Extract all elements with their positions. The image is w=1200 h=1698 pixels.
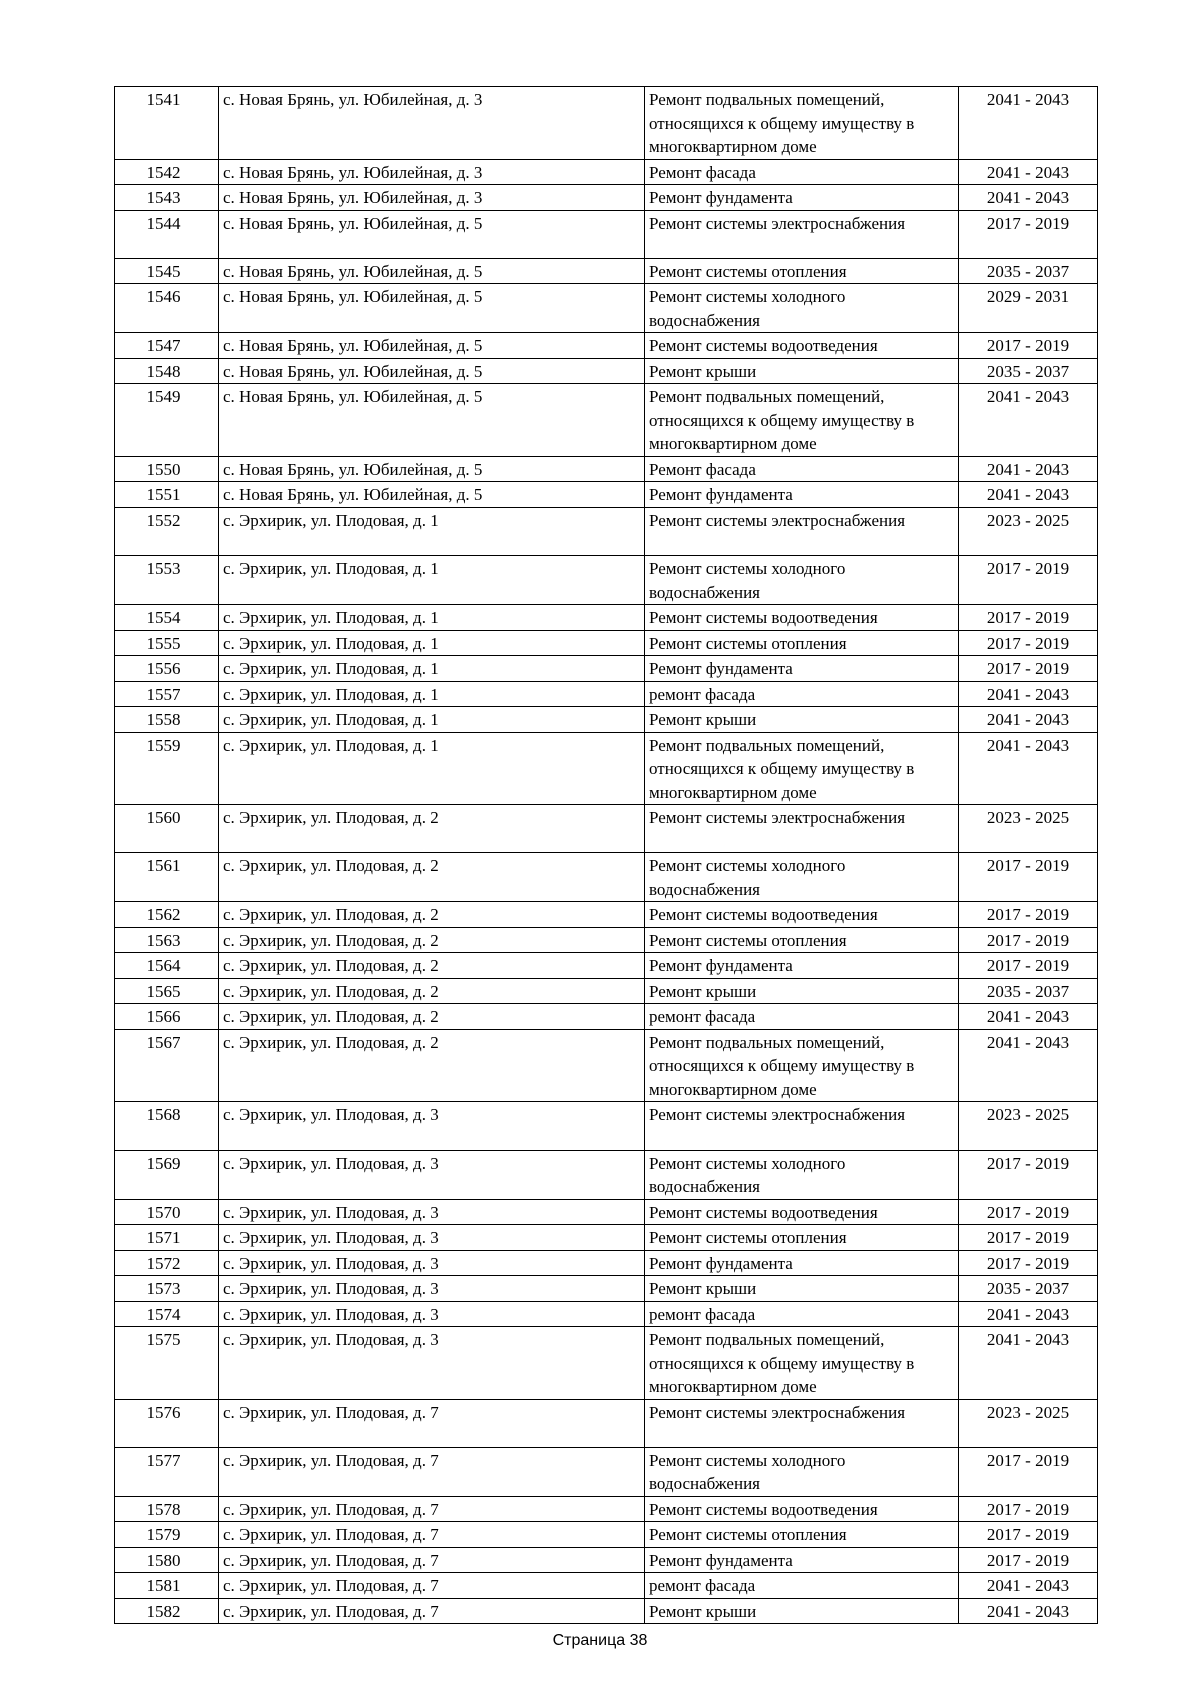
table-row (115, 159, 1098, 185)
table-row (115, 707, 1098, 733)
address-cell: с. Эрхирик, ул. Плодовая, д. 3 (219, 1250, 645, 1276)
period-cell: 2041 - 2043 (959, 707, 1098, 733)
period-cell: 2017 - 2019 (959, 333, 1098, 359)
row-number-cell: 1550 (115, 456, 219, 482)
table-row (115, 1598, 1098, 1624)
work-type-cell: Ремонт фундамента (645, 482, 959, 508)
table-row (115, 732, 1098, 805)
address-cell: с. Эрхирик, ул. Плодовая, д. 7 (219, 1598, 645, 1624)
table-row (115, 1199, 1098, 1225)
table-row (115, 630, 1098, 656)
work-type-cell: Ремонт системы водоотведения (645, 605, 959, 631)
address-cell: с. Эрхирик, ул. Плодовая, д. 2 (219, 978, 645, 1004)
address-cell: с. Новая Брянь, ул. Юбилейная, д. 5 (219, 210, 645, 258)
period-cell: 2023 - 2025 (959, 1102, 1098, 1150)
work-type-cell: Ремонт подвальных помещений, относящихся к общему имуществу в многоквартирном доме (645, 384, 959, 457)
row-number-cell: 1567 (115, 1029, 219, 1102)
address-cell: с. Эрхирик, ул. Плодовая, д. 1 (219, 605, 645, 631)
table-row (115, 1447, 1098, 1496)
table-row (115, 456, 1098, 482)
row-number-cell: 1553 (115, 556, 219, 605)
table-row (115, 1225, 1098, 1251)
row-number-cell: 1572 (115, 1250, 219, 1276)
period-cell: 2041 - 2043 (959, 456, 1098, 482)
work-type-cell: Ремонт подвальных помещений, относящихся к общему имуществу в многоквартирном доме (645, 1029, 959, 1102)
row-number-cell: 1563 (115, 927, 219, 953)
address-cell: с. Эрхирик, ул. Плодовая, д. 7 (219, 1399, 645, 1447)
address-cell: с. Эрхирик, ул. Плодовая, д. 3 (219, 1199, 645, 1225)
period-cell: 2041 - 2043 (959, 732, 1098, 805)
table-row (115, 507, 1098, 555)
row-number-cell: 1543 (115, 185, 219, 211)
address-cell: с. Эрхирик, ул. Плодовая, д. 3 (219, 1301, 645, 1327)
table-row (115, 1276, 1098, 1302)
address-cell: с. Эрхирик, ул. Плодовая, д. 2 (219, 927, 645, 953)
table-row (115, 656, 1098, 682)
address-cell: с. Эрхирик, ул. Плодовая, д. 7 (219, 1573, 645, 1599)
table-row (115, 384, 1098, 457)
period-cell: 2017 - 2019 (959, 1225, 1098, 1251)
address-cell: с. Эрхирик, ул. Плодовая, д. 7 (219, 1522, 645, 1548)
row-number-cell: 1546 (115, 284, 219, 333)
table-row (115, 1250, 1098, 1276)
work-type-cell: Ремонт крыши (645, 978, 959, 1004)
row-number-cell: 1541 (115, 87, 219, 160)
period-cell: 2035 - 2037 (959, 358, 1098, 384)
period-cell: 2017 - 2019 (959, 1447, 1098, 1496)
table-row (115, 1301, 1098, 1327)
row-number-cell: 1545 (115, 258, 219, 284)
page-number-footer: Страница 38 (552, 1632, 648, 1649)
row-number-cell: 1581 (115, 1573, 219, 1599)
row-number-cell: 1551 (115, 482, 219, 508)
address-cell: с. Новая Брянь, ул. Юбилейная, д. 5 (219, 284, 645, 333)
work-type-cell: Ремонт системы водоотведения (645, 1496, 959, 1522)
row-number-cell: 1565 (115, 978, 219, 1004)
period-cell: 2035 - 2037 (959, 978, 1098, 1004)
work-type-cell: Ремонт системы отопления (645, 258, 959, 284)
period-cell: 2041 - 2043 (959, 1598, 1098, 1624)
address-cell: с. Эрхирик, ул. Плодовая, д. 3 (219, 1225, 645, 1251)
table-row (115, 87, 1098, 160)
address-cell: с. Эрхирик, ул. Плодовая, д. 7 (219, 1496, 645, 1522)
period-cell: 2041 - 2043 (959, 1301, 1098, 1327)
period-cell: 2041 - 2043 (959, 1004, 1098, 1030)
period-cell: 2017 - 2019 (959, 210, 1098, 258)
table-row (115, 258, 1098, 284)
period-cell: 2017 - 2019 (959, 630, 1098, 656)
row-number-cell: 1580 (115, 1547, 219, 1573)
period-cell: 2041 - 2043 (959, 1573, 1098, 1599)
period-cell: 2017 - 2019 (959, 656, 1098, 682)
period-cell: 2017 - 2019 (959, 902, 1098, 928)
work-type-cell: Ремонт фундамента (645, 656, 959, 682)
address-cell: с. Новая Брянь, ул. Юбилейная, д. 3 (219, 185, 645, 211)
table-row (115, 953, 1098, 979)
row-number-cell: 1559 (115, 732, 219, 805)
row-number-cell: 1558 (115, 707, 219, 733)
period-cell: 2041 - 2043 (959, 159, 1098, 185)
period-cell: 2029 - 2031 (959, 284, 1098, 333)
work-type-cell: Ремонт фундамента (645, 953, 959, 979)
address-cell: с. Эрхирик, ул. Плодовая, д. 3 (219, 1327, 645, 1400)
table-row (115, 1496, 1098, 1522)
address-cell: с. Эрхирик, ул. Плодовая, д. 1 (219, 556, 645, 605)
period-cell: 2017 - 2019 (959, 927, 1098, 953)
period-cell: 2041 - 2043 (959, 185, 1098, 211)
work-type-cell: Ремонт системы электроснабжения (645, 1399, 959, 1447)
table-row (115, 482, 1098, 508)
period-cell: 2017 - 2019 (959, 1496, 1098, 1522)
table-row (115, 1029, 1098, 1102)
row-number-cell: 1542 (115, 159, 219, 185)
address-cell: с. Эрхирик, ул. Плодовая, д. 3 (219, 1276, 645, 1302)
row-number-cell: 1564 (115, 953, 219, 979)
work-type-cell: Ремонт системы холодного водоснабжения (645, 1447, 959, 1496)
work-type-cell: Ремонт системы отопления (645, 927, 959, 953)
row-number-cell: 1569 (115, 1150, 219, 1199)
table-row (115, 681, 1098, 707)
row-number-cell: 1554 (115, 605, 219, 631)
period-cell: 2017 - 2019 (959, 556, 1098, 605)
row-number-cell: 1561 (115, 853, 219, 902)
row-number-cell: 1556 (115, 656, 219, 682)
address-cell: с. Новая Брянь, ул. Юбилейная, д. 5 (219, 456, 645, 482)
address-cell: с. Новая Брянь, ул. Юбилейная, д. 5 (219, 258, 645, 284)
period-cell: 2041 - 2043 (959, 1029, 1098, 1102)
row-number-cell: 1576 (115, 1399, 219, 1447)
table-row (115, 1102, 1098, 1150)
row-number-cell: 1579 (115, 1522, 219, 1548)
row-number-cell: 1544 (115, 210, 219, 258)
row-number-cell: 1574 (115, 1301, 219, 1327)
work-type-cell: Ремонт крыши (645, 1276, 959, 1302)
period-cell: 2017 - 2019 (959, 1522, 1098, 1548)
work-type-cell: Ремонт системы холодного водоснабжения (645, 853, 959, 902)
table-row (115, 902, 1098, 928)
work-type-cell: Ремонт фундамента (645, 1547, 959, 1573)
period-cell: 2017 - 2019 (959, 853, 1098, 902)
period-cell: 2041 - 2043 (959, 681, 1098, 707)
work-type-cell: Ремонт системы электроснабжения (645, 1102, 959, 1150)
work-type-cell: Ремонт подвальных помещений, относящихся к общему имуществу в многоквартирном доме (645, 87, 959, 160)
row-number-cell: 1575 (115, 1327, 219, 1400)
work-type-cell: Ремонт системы отопления (645, 630, 959, 656)
period-cell: 2017 - 2019 (959, 953, 1098, 979)
address-cell: с. Новая Брянь, ул. Юбилейная, д. 5 (219, 333, 645, 359)
work-type-cell: Ремонт системы холодного водоснабжения (645, 1150, 959, 1199)
work-type-cell: Ремонт подвальных помещений, относящихся к общему имуществу в многоквартирном доме (645, 1327, 959, 1400)
table-row (115, 1327, 1098, 1400)
table-row (115, 1004, 1098, 1030)
period-cell: 2035 - 2037 (959, 1276, 1098, 1302)
work-type-cell: Ремонт системы электроснабжения (645, 805, 959, 853)
address-cell: с. Эрхирик, ул. Плодовая, д. 2 (219, 902, 645, 928)
address-cell: с. Эрхирик, ул. Плодовая, д. 1 (219, 656, 645, 682)
address-cell: с. Эрхирик, ул. Плодовая, д. 1 (219, 630, 645, 656)
address-cell: с. Эрхирик, ул. Плодовая, д. 2 (219, 853, 645, 902)
work-type-cell: Ремонт крыши (645, 707, 959, 733)
work-type-cell: ремонт фасада (645, 1004, 959, 1030)
work-type-cell: Ремонт системы холодного водоснабжения (645, 284, 959, 333)
address-cell: с. Эрхирик, ул. Плодовая, д. 2 (219, 953, 645, 979)
work-type-cell: Ремонт крыши (645, 358, 959, 384)
period-cell: 2041 - 2043 (959, 1327, 1098, 1400)
work-type-cell: Ремонт системы водоотведения (645, 902, 959, 928)
table-row (115, 1399, 1098, 1447)
address-cell: с. Эрхирик, ул. Плодовая, д. 2 (219, 1029, 645, 1102)
address-cell: с. Эрхирик, ул. Плодовая, д. 3 (219, 1102, 645, 1150)
work-type-cell: Ремонт системы отопления (645, 1225, 959, 1251)
period-cell: 2041 - 2043 (959, 87, 1098, 160)
table-row (115, 556, 1098, 605)
address-cell: с. Эрхирик, ул. Плодовая, д. 2 (219, 805, 645, 853)
address-cell: с. Новая Брянь, ул. Юбилейная, д. 5 (219, 384, 645, 457)
address-cell: с. Эрхирик, ул. Плодовая, д. 7 (219, 1447, 645, 1496)
address-cell: с. Новая Брянь, ул. Юбилейная, д. 3 (219, 87, 645, 160)
row-number-cell: 1573 (115, 1276, 219, 1302)
period-cell: 2017 - 2019 (959, 1547, 1098, 1573)
row-number-cell: 1547 (115, 333, 219, 359)
work-type-cell: Ремонт крыши (645, 1598, 959, 1624)
work-type-cell: Ремонт системы водоотведения (645, 1199, 959, 1225)
address-cell: с. Эрхирик, ул. Плодовая, д. 1 (219, 681, 645, 707)
table-row (115, 358, 1098, 384)
row-number-cell: 1555 (115, 630, 219, 656)
row-number-cell: 1570 (115, 1199, 219, 1225)
period-cell: 2035 - 2037 (959, 258, 1098, 284)
table-row (115, 1522, 1098, 1548)
row-number-cell: 1552 (115, 507, 219, 555)
work-type-cell: Ремонт системы электроснабжения (645, 507, 959, 555)
table-row (115, 1547, 1098, 1573)
row-number-cell: 1557 (115, 681, 219, 707)
work-type-cell: Ремонт системы электроснабжения (645, 210, 959, 258)
work-type-cell: ремонт фасада (645, 1573, 959, 1599)
table-body (115, 87, 1098, 1624)
work-type-cell: Ремонт фасада (645, 159, 959, 185)
work-type-cell: Ремонт фасада (645, 456, 959, 482)
address-cell: с. Эрхирик, ул. Плодовая, д. 1 (219, 707, 645, 733)
work-type-cell: Ремонт системы холодного водоснабжения (645, 556, 959, 605)
address-cell: с. Эрхирик, ул. Плодовая, д. 1 (219, 507, 645, 555)
table-row (115, 927, 1098, 953)
address-cell: с. Эрхирик, ул. Плодовая, д. 7 (219, 1547, 645, 1573)
table-row (115, 185, 1098, 211)
work-type-cell: Ремонт подвальных помещений, относящихся к общему имуществу в многоквартирном доме (645, 732, 959, 805)
table-row (115, 284, 1098, 333)
work-type-cell: Ремонт фундамента (645, 1250, 959, 1276)
table-row (115, 333, 1098, 359)
row-number-cell: 1577 (115, 1447, 219, 1496)
row-number-cell: 1549 (115, 384, 219, 457)
period-cell: 2017 - 2019 (959, 1199, 1098, 1225)
work-type-cell: Ремонт системы водоотведения (645, 333, 959, 359)
address-cell: с. Новая Брянь, ул. Юбилейная, д. 5 (219, 358, 645, 384)
work-type-cell: Ремонт системы отопления (645, 1522, 959, 1548)
work-type-cell: ремонт фасада (645, 681, 959, 707)
table-row (115, 210, 1098, 258)
period-cell: 2023 - 2025 (959, 805, 1098, 853)
row-number-cell: 1571 (115, 1225, 219, 1251)
period-cell: 2017 - 2019 (959, 605, 1098, 631)
address-cell: с. Эрхирик, ул. Плодовая, д. 1 (219, 732, 645, 805)
period-cell: 2041 - 2043 (959, 384, 1098, 457)
table-row (115, 805, 1098, 853)
row-number-cell: 1560 (115, 805, 219, 853)
period-cell: 2041 - 2043 (959, 482, 1098, 508)
row-number-cell: 1548 (115, 358, 219, 384)
work-type-cell: Ремонт фундамента (645, 185, 959, 211)
row-number-cell: 1566 (115, 1004, 219, 1030)
address-cell: с. Эрхирик, ул. Плодовая, д. 2 (219, 1004, 645, 1030)
repair-schedule-table (114, 86, 1098, 1624)
table-row (115, 1150, 1098, 1199)
table-row (115, 978, 1098, 1004)
row-number-cell: 1568 (115, 1102, 219, 1150)
table-row (115, 1573, 1098, 1599)
table-row (115, 853, 1098, 902)
period-cell: 2023 - 2025 (959, 1399, 1098, 1447)
period-cell: 2017 - 2019 (959, 1250, 1098, 1276)
table-row (115, 605, 1098, 631)
row-number-cell: 1578 (115, 1496, 219, 1522)
row-number-cell: 1582 (115, 1598, 219, 1624)
address-cell: с. Новая Брянь, ул. Юбилейная, д. 5 (219, 482, 645, 508)
row-number-cell: 1562 (115, 902, 219, 928)
work-type-cell: ремонт фасада (645, 1301, 959, 1327)
period-cell: 2017 - 2019 (959, 1150, 1098, 1199)
address-cell: с. Эрхирик, ул. Плодовая, д. 3 (219, 1150, 645, 1199)
address-cell: с. Новая Брянь, ул. Юбилейная, д. 3 (219, 159, 645, 185)
period-cell: 2023 - 2025 (959, 507, 1098, 555)
